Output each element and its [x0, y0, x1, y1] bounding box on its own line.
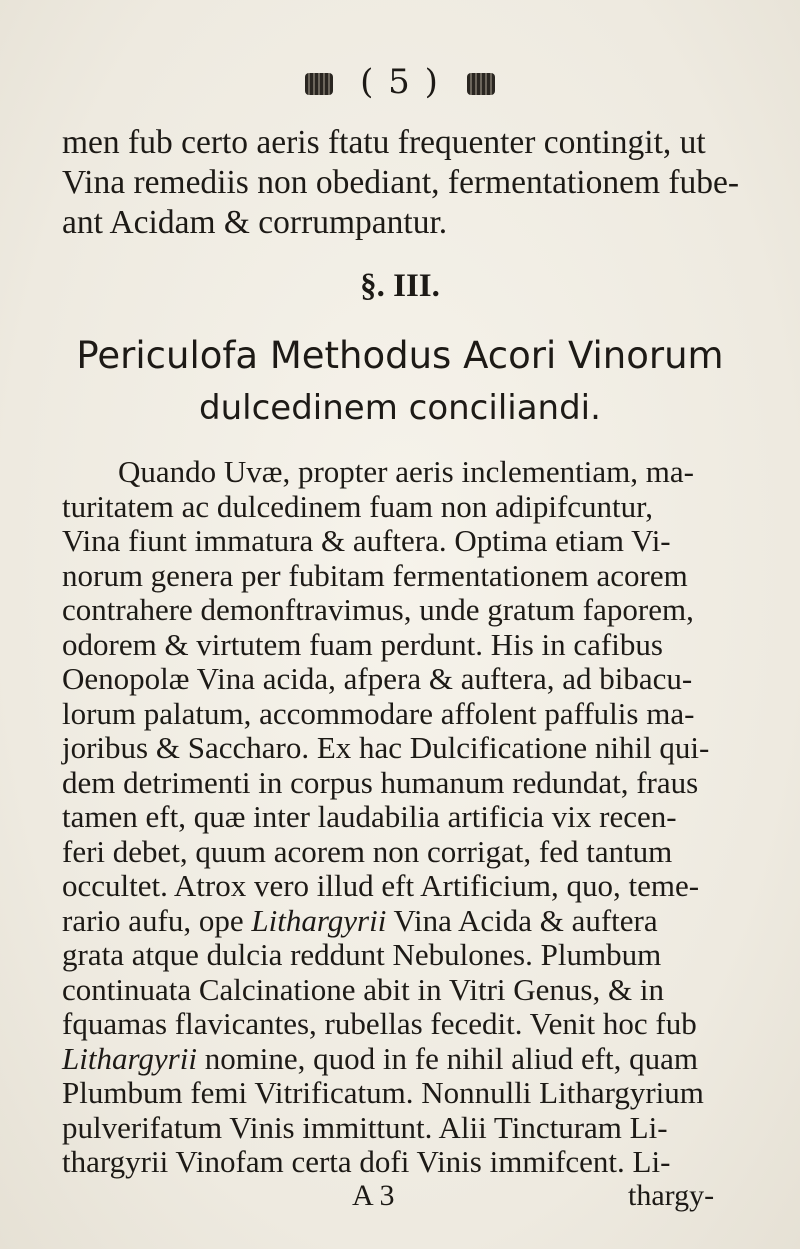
text-line: dem detrimenti in corpus humanum redundat, fraus — [62, 764, 699, 800]
text-line: occultet. Atrox vero illud eft Artificium, quo, teme- — [62, 868, 700, 903]
text-line: joribus & Saccharo. Ex hac Dulcificatione nihil qui- — [62, 730, 710, 765]
text-line: odorem & virtutem fuam perdunt. His in cafibus — [62, 626, 663, 662]
text-line: continuata Calcinatione abit in Vitri Genus, & in — [62, 971, 664, 1007]
ornament-right-icon — [467, 73, 495, 95]
text-line: contrahere demonftravimus, unde gratum faporem, — [62, 592, 694, 627]
section-number: §. III. — [360, 268, 440, 304]
text-line: thargyrii Vinofam certa dofi Vinis immifcent. Li- — [62, 1144, 671, 1179]
text-line: Oenopolæ Vina acida, afpera & auftera, ad bibacu- — [62, 661, 693, 696]
text-line: feri debet, quum acorem non corrigat, fed tantum — [62, 833, 673, 869]
text-line — [62, 903, 800, 939]
text-line — [62, 1041, 800, 1077]
text-run: rario aufu, ope — [62, 902, 244, 938]
text-line: fquamas flavicantes, rubellas fecedit. Venit hoc fub — [62, 1006, 697, 1041]
text-run: Vina Acida & auftera — [393, 902, 658, 938]
ornament-left-icon — [305, 73, 333, 95]
text-line: Vina remediis non obediant, fermentationem fube- — [62, 164, 740, 201]
italic-term: Lithargyrii — [62, 1040, 197, 1076]
text-line: Vina fiunt immatura & auftera. Optima etiam Vi- — [62, 523, 671, 558]
signature-mark: A 3 — [352, 1178, 395, 1212]
text-line: lorum palatum, accommodare affolent paffulis ma- — [62, 695, 695, 731]
text-line: grata atque dulcia reddunt Nebulones. Plumbum — [62, 937, 662, 972]
text-line: ant Acidam & corrumpantur. — [62, 204, 448, 241]
text-line: Plumbum femi Vitrificatum. Nonnulli Lithargyrium — [62, 1075, 704, 1110]
italic-term: Lithargyrii — [251, 902, 387, 938]
chapter-subheading: dulcedinem conciliandi. — [199, 388, 601, 428]
page-number: ( 5 ) — [360, 62, 440, 102]
catchword: thargy- — [628, 1178, 715, 1212]
page-header — [0, 62, 800, 102]
text-line: tamen eft, quæ inter laudabilia artificia vix recen- — [62, 799, 677, 834]
text-line: turitatem ac dulcedinem fuam non adipifcuntur, — [62, 488, 653, 524]
text-line: Quando Uvæ, propter aeris inclementiam, ma- — [118, 454, 694, 489]
chapter-heading: Periculofa Methodus Acori Vinorum — [76, 334, 724, 377]
text-line: pulverifatum Vinis immittunt. Alii Tincturam Li- — [62, 1109, 668, 1145]
text-line: men fub certo aeris ftatu frequenter contingit, ut — [62, 124, 706, 161]
text-run: nomine, quod in fe nihil aliud eft, quam — [204, 1040, 699, 1076]
text-line: norum genera per fubitam fermentationem acorem — [62, 557, 688, 593]
